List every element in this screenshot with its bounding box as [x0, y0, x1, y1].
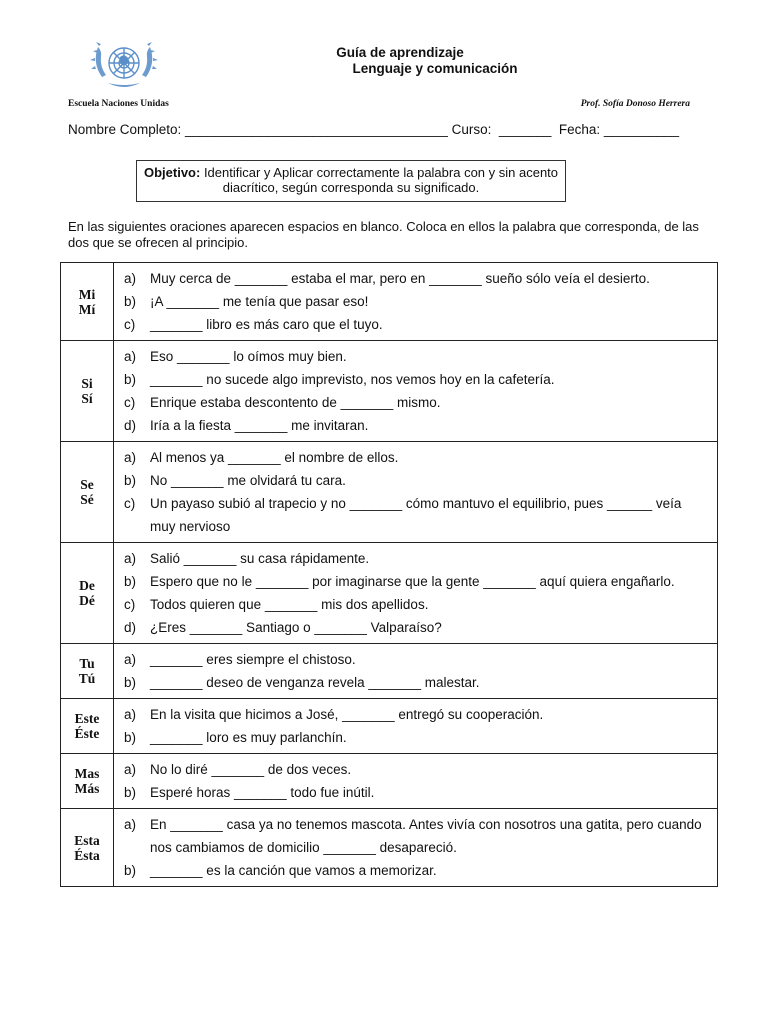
sentences-cell [114, 442, 718, 543]
sentence-item [124, 414, 709, 437]
sentence-text: ¡A _______ me tenía que pasar eso! [150, 294, 369, 309]
sentence-item [124, 368, 709, 391]
item-letter: a) [124, 271, 137, 286]
word-pair-word1: Se [80, 477, 94, 492]
sentence-item [124, 446, 709, 469]
exercise-row [61, 699, 718, 754]
sentence-item [124, 593, 709, 616]
subject-title: Lenguaje y comunicación [352, 61, 518, 76]
item-letter: a) [124, 349, 137, 364]
item-letter: b) [124, 863, 137, 878]
word-pair-word2: Mí [78, 301, 96, 317]
sentence-item [124, 859, 709, 882]
teacher-name: Prof. Sofía Donoso Herrera [580, 99, 690, 109]
sentence-text: Esperé horas _______ todo fue inútil. [150, 785, 375, 800]
item-letter: a) [124, 762, 137, 777]
guide-title: Guía de aprendizaje [336, 45, 464, 60]
item-letter: a) [124, 450, 137, 465]
sentences-cell [114, 754, 718, 809]
exercise-row [61, 442, 718, 543]
sentence-item [124, 703, 709, 726]
sentences-cell [114, 699, 718, 754]
sentence-text: _______ libro es más caro que el tuyo. [150, 317, 383, 332]
item-letter: d) [124, 418, 137, 433]
item-letter: b) [124, 730, 137, 745]
sentence-item [124, 671, 709, 694]
word-pair-cell [61, 699, 114, 754]
word-pair-word1: Tu [79, 656, 95, 671]
item-letter: b) [124, 294, 137, 309]
objective-text: Identificar y Aplicar correctamente la palabra con y sin acento diacrítico, según corresponda su significado. [200, 165, 559, 195]
item-letter: b) [124, 675, 137, 690]
word-pair-cell [61, 263, 114, 341]
word-pair-word1: Mi [78, 286, 96, 302]
exercise-table [60, 262, 718, 887]
item-letter: c) [124, 395, 136, 410]
item-letter: b) [124, 785, 137, 800]
sentences-cell [114, 809, 718, 887]
item-letter: b) [124, 473, 137, 488]
sentence-text: ¿Eres _______ Santiago o _______ Valparaíso? [150, 620, 442, 635]
sentence-item [124, 781, 709, 804]
word-pair-word2: Tú [78, 671, 96, 686]
student-info-line: Nombre Completo: ___________________________________ Curso: _______ Fecha: __________ [68, 122, 680, 137]
item-letter: b) [124, 574, 137, 589]
sentence-text: _______ no sucede algo imprevisto, nos vemos hoy en la cafetería. [150, 372, 555, 387]
sentence-text: Salió _______ su casa rápidamente. [150, 551, 370, 566]
sentence-text: Un payaso subió al trapecio y no _______ cómo mantuvo el equilibrio, pues ______ veía muy nervioso [150, 496, 682, 534]
exercise-row [61, 263, 718, 341]
exercise-row [61, 341, 718, 442]
word-pair-word2: Éste [74, 726, 100, 741]
word-pair-cell [61, 442, 114, 543]
item-letter: c) [124, 496, 136, 511]
un-emblem-logo [80, 33, 168, 97]
word-pair-word1: Esta [74, 832, 100, 848]
sentence-item [124, 547, 709, 570]
sentence-item [124, 492, 709, 538]
item-letter: a) [124, 551, 137, 566]
sentence-text: No lo diré _______ de dos veces. [150, 762, 352, 777]
exercise-row [61, 644, 718, 699]
sentences-cell [114, 263, 718, 341]
sentence-item [124, 813, 709, 859]
sentence-text: Espero que no le _______ por imaginarse que la gente _______ aquí quiera engañarlo. [150, 574, 675, 589]
sentence-text: Enrique estaba descontento de _______ mismo. [150, 395, 441, 410]
sentence-item [124, 726, 709, 749]
word-pair-cell [61, 809, 114, 887]
sentence-text: En la visita que hicimos a José, _______ entregó su cooperación. [150, 707, 544, 722]
objective-label: Objetivo: [143, 165, 201, 180]
sentence-item [124, 469, 709, 492]
sentences-cell [114, 341, 718, 442]
exercise-row [61, 543, 718, 644]
sentence-item [124, 313, 709, 336]
instructions: En las siguientes oraciones aparecen espacios en blanco. Coloca en ellos la palabra que corresponda, de las dos que se ofrecen al principio. [68, 219, 699, 250]
sentence-item [124, 290, 709, 313]
sentence-item [124, 758, 709, 781]
sentence-text: Iría a la fiesta _______ me invitaran. [150, 418, 369, 433]
word-pair-word1: Mas [74, 766, 100, 781]
objective-box [136, 160, 566, 202]
sentence-text: Todos quieren que _______ mis dos apellidos. [150, 597, 429, 612]
sentence-text: No _______ me olvidará tu cara. [150, 473, 346, 488]
sentences-cell [114, 644, 718, 699]
word-pair-word1: De [79, 578, 95, 593]
sentence-text: Muy cerca de _______ estaba el mar, pero en _______ sueño sólo veía el desierto. [150, 271, 650, 286]
item-letter: c) [124, 597, 136, 612]
sentence-text: Al menos ya _______ el nombre de ellos. [150, 450, 399, 465]
sentence-item [124, 648, 709, 671]
sentences-cell [114, 543, 718, 644]
word-pair-word2: Dé [79, 593, 95, 608]
item-letter: c) [124, 317, 136, 332]
sentence-text: _______ es la canción que vamos a memorizar. [150, 863, 437, 878]
exercise-row [61, 754, 718, 809]
word-pair-cell [61, 754, 114, 809]
word-pair-word2: Sé [80, 492, 94, 507]
word-pair-word2: Sí [81, 391, 93, 406]
sentence-item [124, 267, 709, 290]
item-letter: a) [124, 652, 137, 667]
word-pair-word1: Si [81, 376, 93, 391]
item-letter: d) [124, 620, 137, 635]
item-letter: b) [124, 372, 137, 387]
sentence-item [124, 616, 709, 639]
word-pair-cell [61, 341, 114, 442]
word-pair-word2: Más [74, 781, 100, 796]
sentence-item [124, 391, 709, 414]
word-pair-word2: Ésta [74, 847, 100, 863]
sentence-item [124, 345, 709, 368]
sentence-text: _______ loro es muy parlanchín. [150, 730, 347, 745]
sentence-text: En _______ casa ya no tenemos mascota. Antes vivía con nosotros una gatita, pero cuando nos cambiamos de domicilio _______ desapareció. [150, 817, 702, 855]
sentence-item [124, 570, 709, 593]
exercise-row [61, 809, 718, 887]
word-pair-word1: Este [74, 711, 100, 726]
sentence-text: Eso _______ lo oímos muy bien. [150, 349, 347, 364]
word-pair-cell [61, 644, 114, 699]
word-pair-cell [61, 543, 114, 644]
sentence-text: _______ deseo de venganza revela _______ malestar. [150, 675, 480, 690]
item-letter: a) [124, 707, 137, 722]
sentence-text: _______ eres siempre el chistoso. [150, 652, 356, 667]
school-name: Escuela Naciones Unidas [68, 99, 169, 109]
item-letter: a) [124, 817, 137, 832]
